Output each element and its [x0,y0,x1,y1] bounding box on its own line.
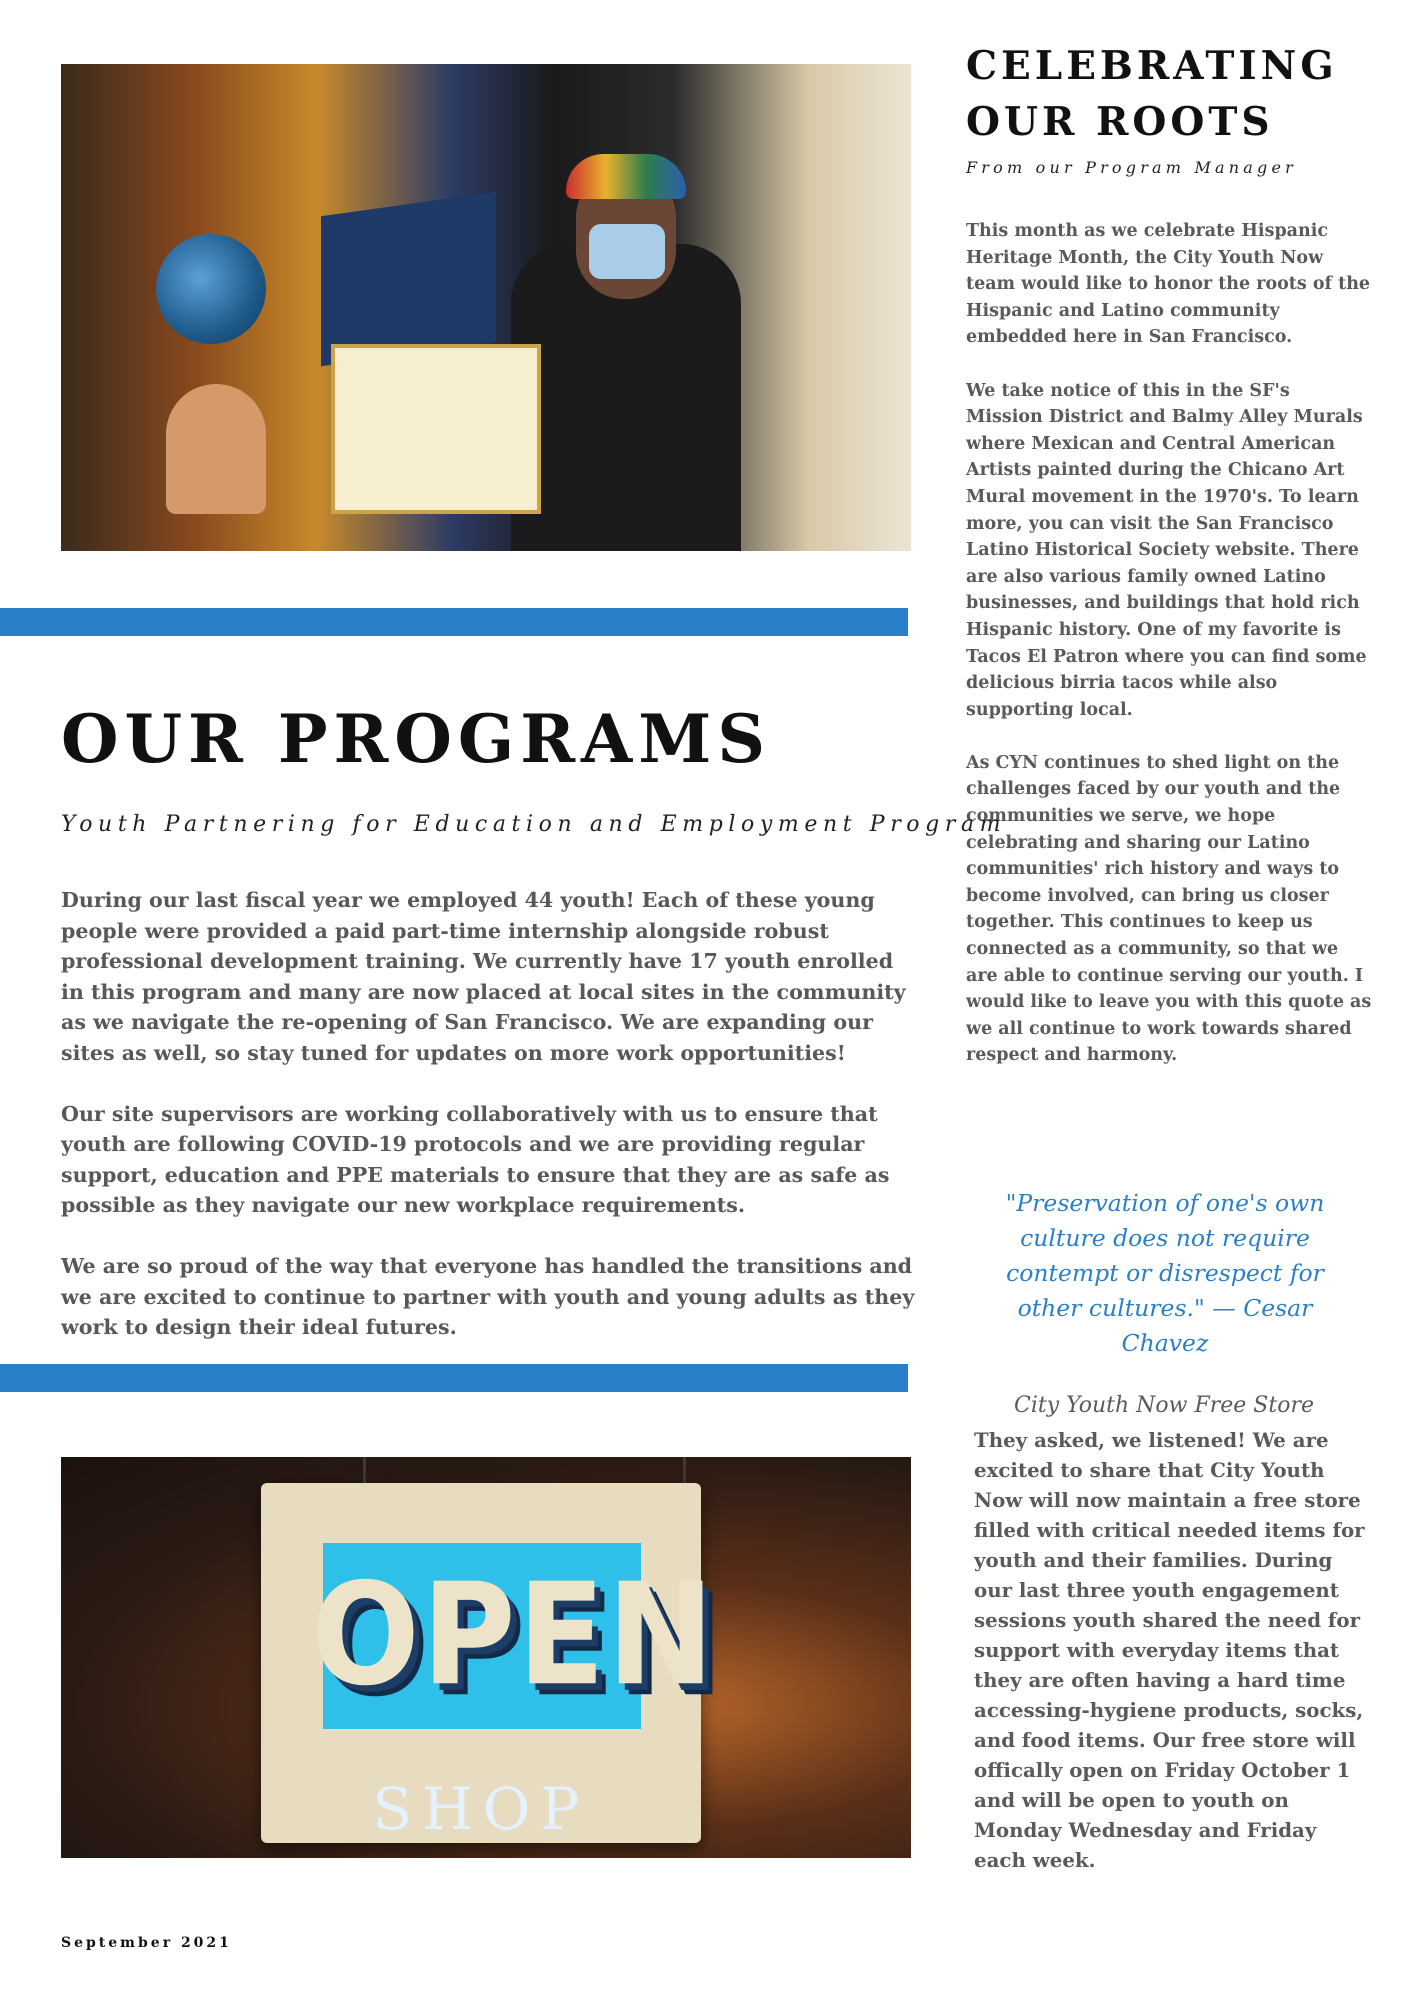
store-body: They asked, we listened! We are excited to share that City Youth Now will now maintain a free store filled with critical needed items for youth and their families. During our last three youth engagement sessions youth shared the need for support with everyday items that they are often having a hard time accessing-hygiene products, socks, and food items. Our free store will offically open on Friday October 1 and will be open to youth on Monday Wednesday and Friday each week. [974,1428,1365,1872]
open-sign-word: OPEN [311,1553,717,1718]
head-wrap [566,154,686,199]
issue-date: September 2021 [61,1935,232,1951]
programs-subtitle: Youth Partnering for Education and Employment Program [61,812,1007,837]
programs-paragraph: We are so proud of the way that everyone has handled the transitions and we are excited to continue to partner with youth and young adults as they work to design their ideal futures. [61,1254,915,1339]
roots-paragraph: We take notice of this in the SF's Mission District and Balmy Alley Murals where Mexican and Central American Artists painted during the Chicano Art Mural movement in the 1970's. To learn more, you can visit the San Francisco Latino Historical Society website. There are also various family owned Latino businesses, and buildings that hold rich Hispanic history. One of my favorite is Tacos El Patron where you can find some delicious birria tacos while also supporting local. [966,380,1367,720]
roots-paragraph: This month as we celebrate Hispanic Heritage Month, the City Youth Now team would like to honor the roots of the Hispanic and Latino community embedded here in San Francisco. [966,221,1371,348]
certificate [331,344,541,514]
cesar-chavez-quote: "Preservation of one's own culture does not require contempt or disrespect for other cultures." — Cesar Chavez [1005,1189,1325,1357]
certificate-folder [321,192,496,367]
roots-paragraph: As CYN continues to shed light on the challenges faced by our youth and the communities we serve, we hope celebrating and sharing our Latino communities' rich history and ways to become involved, can bring us closer together. This continues to keep us connected as a community, so that we are able to continue serving our youth. I would like to leave you with this quote as we all continue to work towards shared respect and harmony. [966,752,1372,1066]
section-divider-top [0,608,908,636]
shop-window-lettering: SHOP [372,1775,590,1843]
programs-title: OUR PROGRAMS [61,700,771,778]
programs-body [61,885,921,1373]
programs-paragraph: During our last fiscal year we employed 44 youth! Each of these young people were provided a paid part-time internship alongside robust professional development training. We currently have 17 youth enrolled in this program and many are now placed at local sites in the community as we navigate the re-opening of San Francisco. We are expanding our sites as well, so stay tuned for updates on more work opportunities! [61,888,906,1065]
roots-title: CELEBRATING OUR ROOTS [966,43,1338,145]
mural-figure-detail [166,384,266,514]
face-mask [589,224,665,279]
open-sign-photo [61,1457,911,1858]
store-title: City Youth Now Free Store [1014,1393,1314,1418]
graduation-photo [61,64,911,551]
mural-globe-detail [156,234,266,344]
programs-paragraph: Our site supervisors are working collaboratively with us to ensure that youth are following COVID-19 protocols and we are providing regular support, education and PPE materials to ensure that they are as safe as possible as they navigate our new workplace requirements. [61,1101,890,1217]
roots-body [966,218,1372,1096]
roots-subtitle: From our Program Manager [966,158,1297,177]
